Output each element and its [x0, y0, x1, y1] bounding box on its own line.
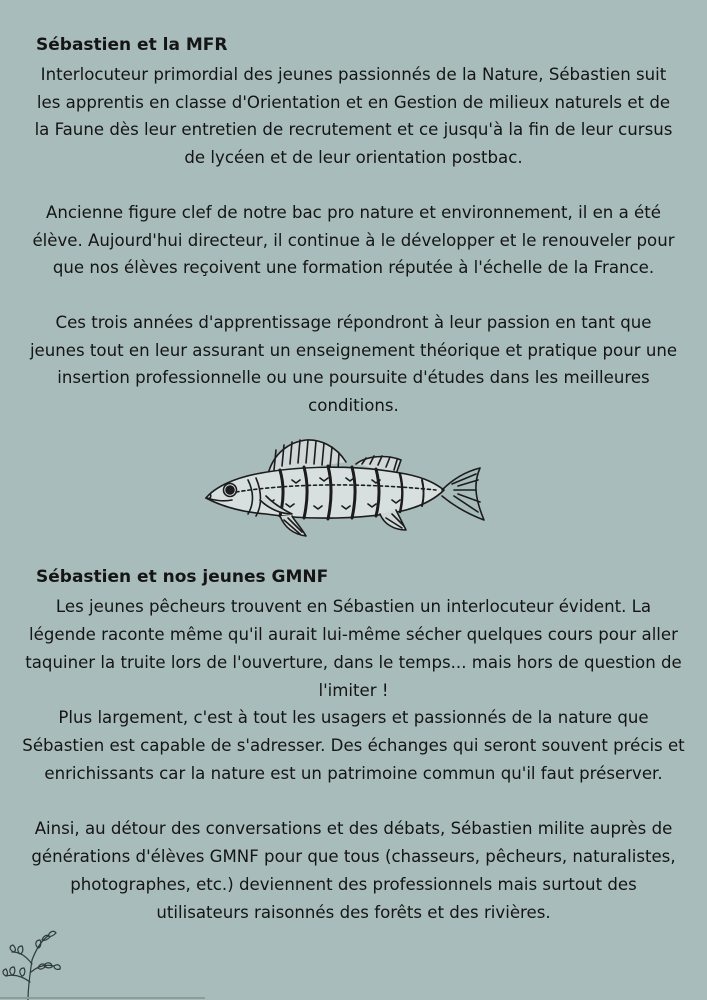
paragraph-bac-pro: Ancienne figure clef de notre bac pro nature et environnement, il en a été élève. Aujourd'hui directeur, il continue à le développer et le renouveler pour que nos élèves reçoivent une formation réputée à l'échelle de la France.	[32, 203, 675, 278]
bottom-divider	[0, 997, 205, 999]
paragraph-nature-users: Plus largement, c'est à tout les usagers et passionnés de la nature que Sébastien est capable de s'adresser. Des échanges qui seront souvent précis et enrichissants car la nature est un patrimoine commun qu'il faut préserver.	[22, 708, 685, 783]
paragraph-apprenticeship: Ces trois années d'apprentissage répondront à leur passion en tant que jeunes tout en leur assurant un enseignement théorique et pratique pour une insertion professionnelle ou une poursuite d'études dans les meilleures conditions.	[29, 313, 678, 416]
paragraph-mfr-intro: Interlocuteur primordial des jeunes passionnés de la Nature, Sébastien suit les apprentis en classe d'Orientation et en Gestion de milieux naturels et de la Faune dès leur entretien de recrutement et ce jusqu'à la fin de leur cursus de lycéen et de leur orientation postbac.	[34, 65, 673, 168]
paragraph-fishers: Les jeunes pêcheurs trouvent en Sébastien un interlocuteur évident. La légende raconte même qu'il aurait lui-même sécher quelques cours pour aller taquiner la truite lors de l'ouverture, dans le temps... mais hors de question de l'imiter !	[25, 597, 682, 700]
perch-fish-illustration	[196, 434, 496, 546]
section-heading-gmnf: Sébastien et nos jeunes GMNF	[36, 567, 329, 587]
paragraph-gmnf-students: Ainsi, au détour des conversations et des débats, Sébastien milite auprès de générations d'élèves GMNF pour que tous (chasseurs, pêcheurs, naturalistes, photographes, etc.) deviennent des professionnels mais surtout des utilisateurs raisonnés des forêts et des rivières.	[31, 819, 676, 922]
tree-illustration	[0, 922, 70, 1000]
section-heading-mfr: Sébastien et la MFR	[36, 35, 228, 55]
